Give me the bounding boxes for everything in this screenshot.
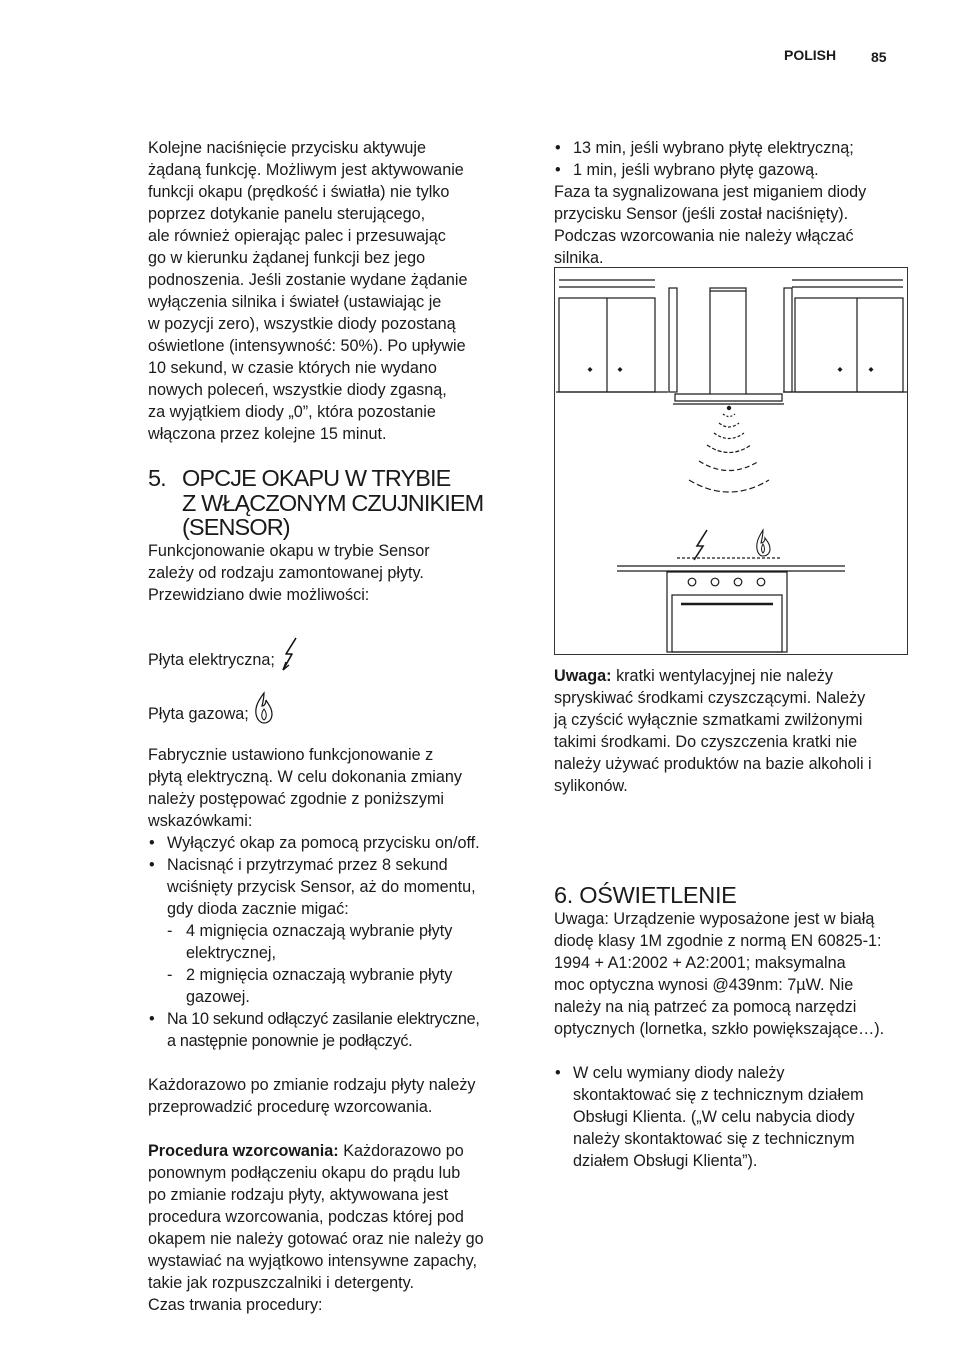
step-bullet-1: • Wyłączyć okap za pomocą przycisku on/off. — [148, 832, 508, 854]
lightning-icon — [279, 637, 301, 671]
phase-paragraph: Faza ta sygnalizowana jest miganiem diody przycisku Sensor (jeśli został naciśnięty). Podczas wzorcowania nie należy włączać silnika. — [554, 183, 867, 267]
electric-hob-label: Płyta elektryczna; — [148, 650, 275, 669]
section-5-heading: 5. OPCJE OKAPU W TRYBIE Z WŁĄCZONYM CZUJNIKIEM (SENSOR) — [148, 465, 484, 540]
left-column — [148, 137, 508, 1316]
step-bullet-3: • Na 10 sekund odłączyć zasilanie elektryczne, a następnie ponownie je podłączyć. — [148, 1008, 508, 1052]
factory-setting: Fabrycznie ustawiono funkcjonowanie z płytą elektryczną. W celu dokonania zmiany należy postępować zgodnie z poniższymi wskazówkami: — [148, 745, 463, 830]
led-replacement-bullet: • W celu wymiany diody należy skontaktować się z technicznym działem Obsługi Klienta. („W celu nabycia diody należy skontaktować się z technicznym działem Obsługi Klienta”). — [554, 1062, 914, 1172]
gas-hob-line — [148, 691, 508, 725]
after-change-note: Każdorazowo po zmianie rodzaju płyty należy przeprowadzić procedurę wzorcowania. — [148, 1075, 476, 1116]
duration-item-gas: • 1 min, jeśli wybrano płytę gazową. — [554, 159, 914, 181]
gas-flame-icon — [253, 691, 275, 725]
electric-hob-line — [148, 637, 508, 671]
note-label: Uwaga: — [554, 667, 612, 685]
header-language: POLISH — [784, 47, 837, 63]
step-bullet-2: • Nacisnąć i przytrzymać przez 8 sekund wciśnięty przycisk Sensor, aż do momentu, gdy dioda zacznie migać: — [148, 854, 508, 920]
sensor-intro: Funkcjonowanie okapu w trybie Sensor zależy od rodzaju zamontowanej płyty. Przewidziano dwie możliwości: — [148, 541, 430, 604]
page-number: 85 — [871, 49, 887, 65]
section-6-heading: 6. OŚWIETLENIE — [554, 882, 737, 908]
step-dash-2: - 2 mignięcia oznaczają wybranie płyty gazowej. — [148, 964, 508, 1008]
kitchen-hood-diagram — [554, 267, 908, 655]
procedure-label: Procedura wzorcowania: — [148, 1141, 339, 1160]
hood-illustration — [555, 268, 907, 654]
duration-item-electric: • 13 min, jeśli wybrano płytę elektryczną; — [554, 137, 914, 159]
step-dash-1: - 4 mignięcia oznaczają wybranie płyty elektrycznej, — [148, 920, 508, 964]
gas-hob-label: Płyta gazowa; — [148, 704, 249, 723]
lighting-paragraph: Uwaga: Urządzenie wyposażone jest w białą diodę klasy 1M zgodnie z normą EN 60825-1: 1994 + A1:2002 + A2:2001; maksymalna moc optyczna wynosi @439nm: 7µW. Nie należy na nią patrzeć za pomocą narzędzi optycznych (lornetka, szkło powiększające…). — [554, 910, 885, 1038]
intro-paragraph: Kolejne naciśnięcie przycisku aktywuje żądaną funkcję. Możliwym jest aktywowanie funkcji okapu (prędkość i światła) nie tylko poprzez dotykanie panelu sterującego, ale również opierając palec i przesuwając go w kierunku żądanej funkcji bez jego podnoszenia. Jeśli zostanie wydane żądanie wyłączenia silnika i świateł (ustawiając je w pozycji zero), wszystkie diody pozostaną oświetlone (intensywność: 50%). Po upływie 10 sekund, w czasie których nie wydano nowych poleceń, wszystkie diody zgasną, za wyjątkiem diody „0”, która pozostanie włączona przez kolejne 15 minut. — [148, 139, 468, 443]
cleaning-note: Uwaga: kratki wentylacyjnej nie należy spryskiwać środkami czyszczącymi. Należy ją czyścić wyłącznie szmatkami zwilżonymi takimi środkami. Do czyszczenia kratki nie należy używać produktów na bazie alkoholi i sylikonów. — [554, 667, 872, 795]
procedure-paragraph: Procedura wzorcowania: Każdorazowo po ponownym podłączeniu okapu do prądu lub po zmianie rodzaju płyty, aktywowana jest procedura wzorcowania, podczas której pod okapem nie należy gotować oraz nie należy go wystawiać na wyjątkowo intensywne zapachy, takie jak rozpuszczalniki i detergenty. Czas trwania procedury: — [148, 1141, 484, 1314]
